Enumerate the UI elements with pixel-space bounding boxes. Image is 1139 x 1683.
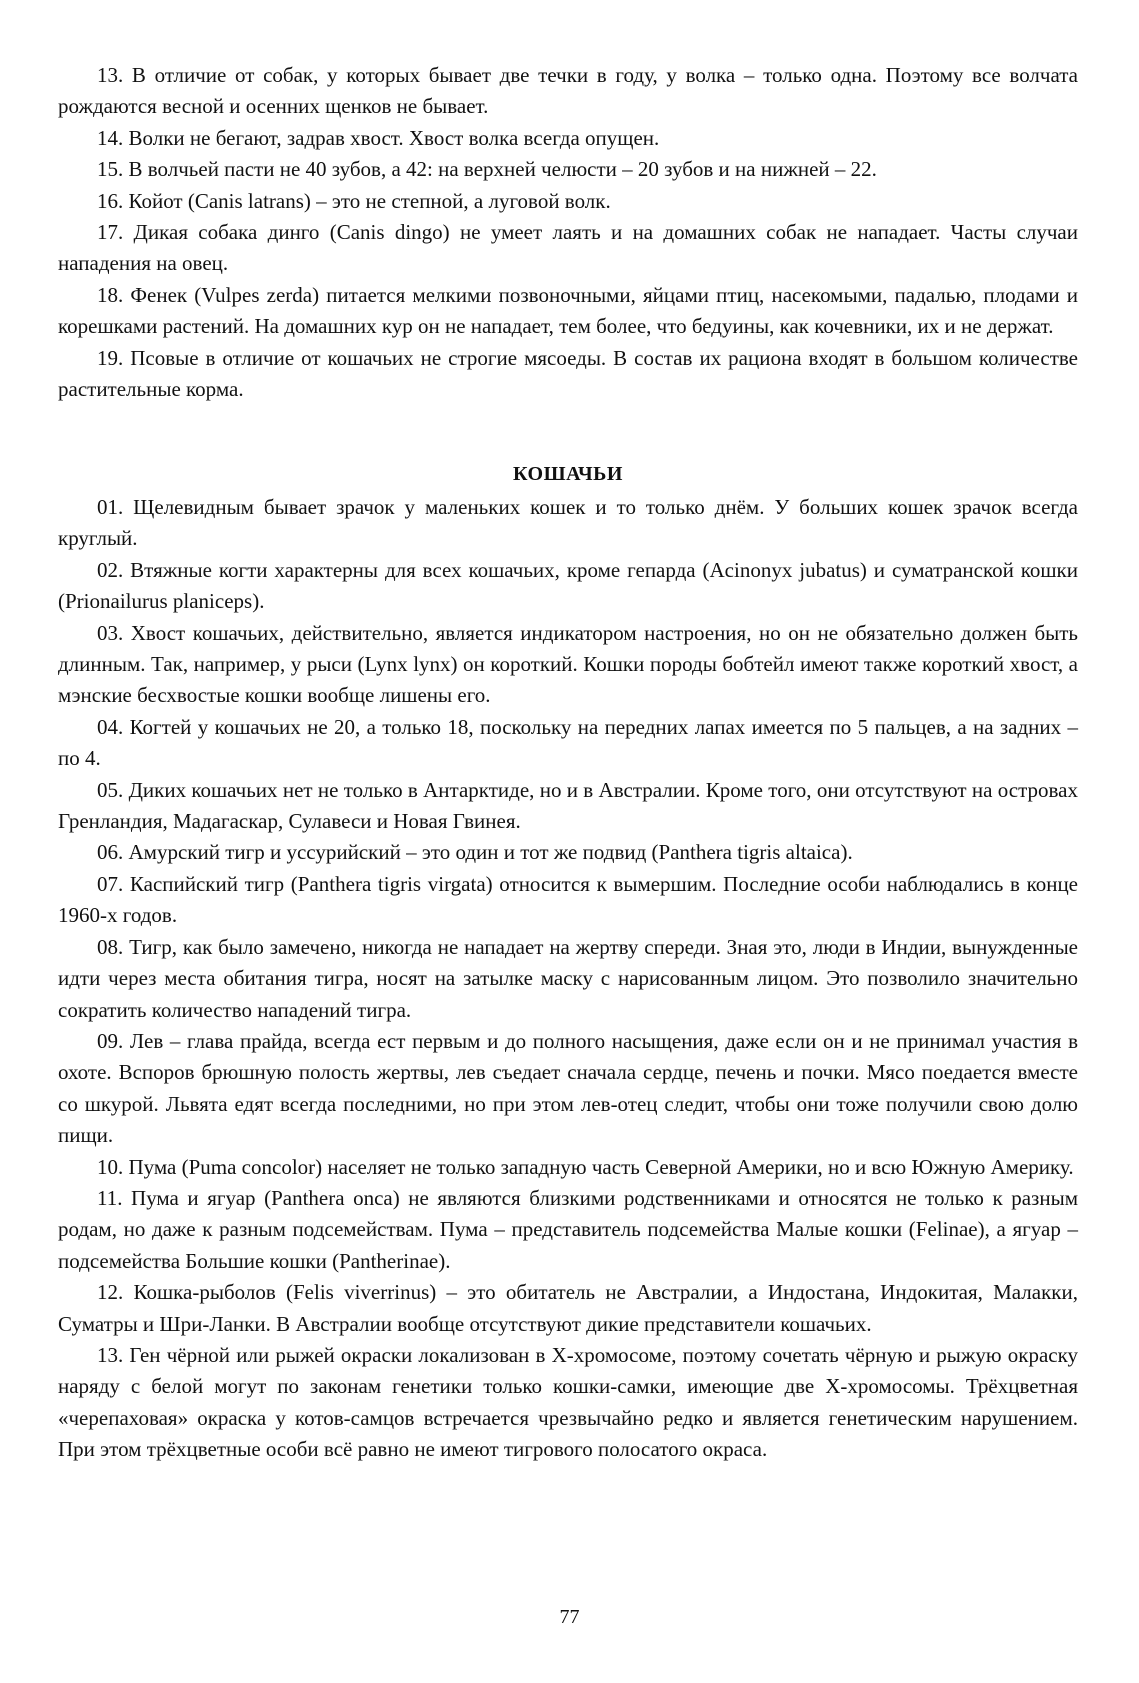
paragraph-cats-01: 01. Щелевидным бывает зрачок у маленьких кошек и то только днём. У больших кошек зрачок всегда круглый.	[58, 495, 1078, 551]
paragraph-cats-07: 07. Каспийский тигр (Panthera tigris virgata) относится к вымершим. Последние особи наблюдались в конце 1960-х годов.	[58, 871, 1078, 928]
paragraph-dogs-16: 16. Койот (Canis latrans) – это не степной, а луговой волк.	[97, 188, 611, 213]
paragraph-dogs-17: 17. Дикая собака динго (Canis dingo) не умеет лаять и на домашних собак не нападает. Часты случаи нападения на овец.	[58, 220, 1078, 276]
paragraph-dogs-15: 15. В волчьей пасти не 40 зубов, а 42: на верхней челюсти – 20 зубов и на нижней – 22.	[97, 157, 877, 182]
paragraph-dogs-18: 18. Фенек (Vulpes zerda) питается мелкими позвоночными, яйцами птиц, насекомыми, падалью, плодами и корешками растений. На домашних кур он не нападает, тем более, что бедуины, как кочевники, их и не держат.	[58, 282, 1078, 339]
paragraph-cats-06: 06. Амурский тигр и уссурийский – это один и тот же подвид (Panthera tigris altaica).	[97, 840, 853, 865]
paragraph-cats-02: 02. Втяжные когти характерны для всех кошачьих, кроме гепарда (Acinonyx jubatus) и суматранской кошки (Prionailurus planiceps).	[58, 557, 1078, 614]
paragraph-cats-04: 04. Когтей у кошачьих не 20, а только 18, поскольку на передних лапах имеется по 5 пальцев, а на задних – по 4.	[58, 714, 1078, 771]
section-heading: КОШАЧЬИ	[513, 463, 623, 485]
paragraph-cats-09: 09. Лев – глава прайда, всегда ест первым и до полного насыщения, даже если он и не принимал участия в охоте. Вспоров брюшную полость жертвы, лев съедает сначала сердце, печень и почки. Мясо поедается вместе со шкурой. Львята едят всегда последними, но при этом лев-отец следит, чтобы они тоже получили свою долю пищи.	[58, 1028, 1078, 1148]
paragraph-cats-10: 10. Пума (Puma concolor) населяет не только западную часть Северной Америки, но и всю Южную Америку.	[97, 1154, 1074, 1179]
paragraph-cats-08: 08. Тигр, как было замечено, никогда не нападает на жертву спереди. Зная это, люди в Индии, вынужденные идти через места обитания тигра, носят на затылке маску с нарисованным лицом. Это позволило значительно сократить количество нападений тигра.	[58, 934, 1078, 1022]
cats-section-text	[58, 492, 1078, 1466]
paragraph-cats-12: 12. Кошка-рыболов (Felis viverrinus) – это обитатель не Австралии, а Индостана, Индокитая, Малакки, Суматры и Шри-Ланки. В Австралии вообще отсутствуют дикие представители кошачьих.	[58, 1280, 1078, 1336]
paragraph-dogs-14: 14. Волки не бегают, задрав хвост. Хвост волка всегда опущен.	[97, 125, 660, 150]
page-number: 77	[559, 1606, 580, 1628]
paragraph-cats-03: 03. Хвост кошачьих, действительно, является индикатором настроения, но он не обязательно должен быть длинным. Так, например, у рыси (Lynx lynx) он короткий. Кошки породы бобтейл имеют также короткий хвост, а мэнские бесхвостые кошки вообще лишены его.	[58, 620, 1078, 708]
paragraph-dogs-19: 19. Псовые в отличие от кошачьих не строгие мясоеды. В состав их рациона входят в большом количестве растительные корма.	[58, 345, 1078, 402]
paragraph-cats-05: 05. Диких кошачьих нет не только в Антарктиде, но и в Австралии. Кроме того, они отсутствуют на островах Гренландия, Мадагаскар, Сулавеси и Новая Гвинея.	[58, 777, 1078, 834]
paragraph-dogs-13: 13. В отличие от собак, у которых бывает две течки в году, у волка – только одна. Поэтому все волчата рождаются весной и осенних щенков не бывает.	[58, 63, 1078, 119]
paragraph-cats-11: 11. Пума и ягуар (Panthera onca) не являются близкими родственниками и относятся не только к разным родам, но даже к разным подсемействам. Пума – представитель подсемейства Малые кошки (Felinae), а ягуар – подсемейства Большие кошки (Pantherinae).	[58, 1185, 1078, 1273]
dogs-continuation-text	[58, 60, 1078, 405]
paragraph-cats-13: 13. Ген чёрной или рыжей окраски локализован в X-хромосоме, поэтому сочетать чёрную и рыжую окраску наряду с белой могут по законам генетики только кошки-самки, имеющие две X-хромосомы. Трёхцветная «черепаховая» окраска у котов-самцов встречается чрезвычайно редко и является генетическим нарушением. При этом трёхцветные особи всё равно не имеют тигрового полосатого окраса.	[58, 1342, 1078, 1462]
